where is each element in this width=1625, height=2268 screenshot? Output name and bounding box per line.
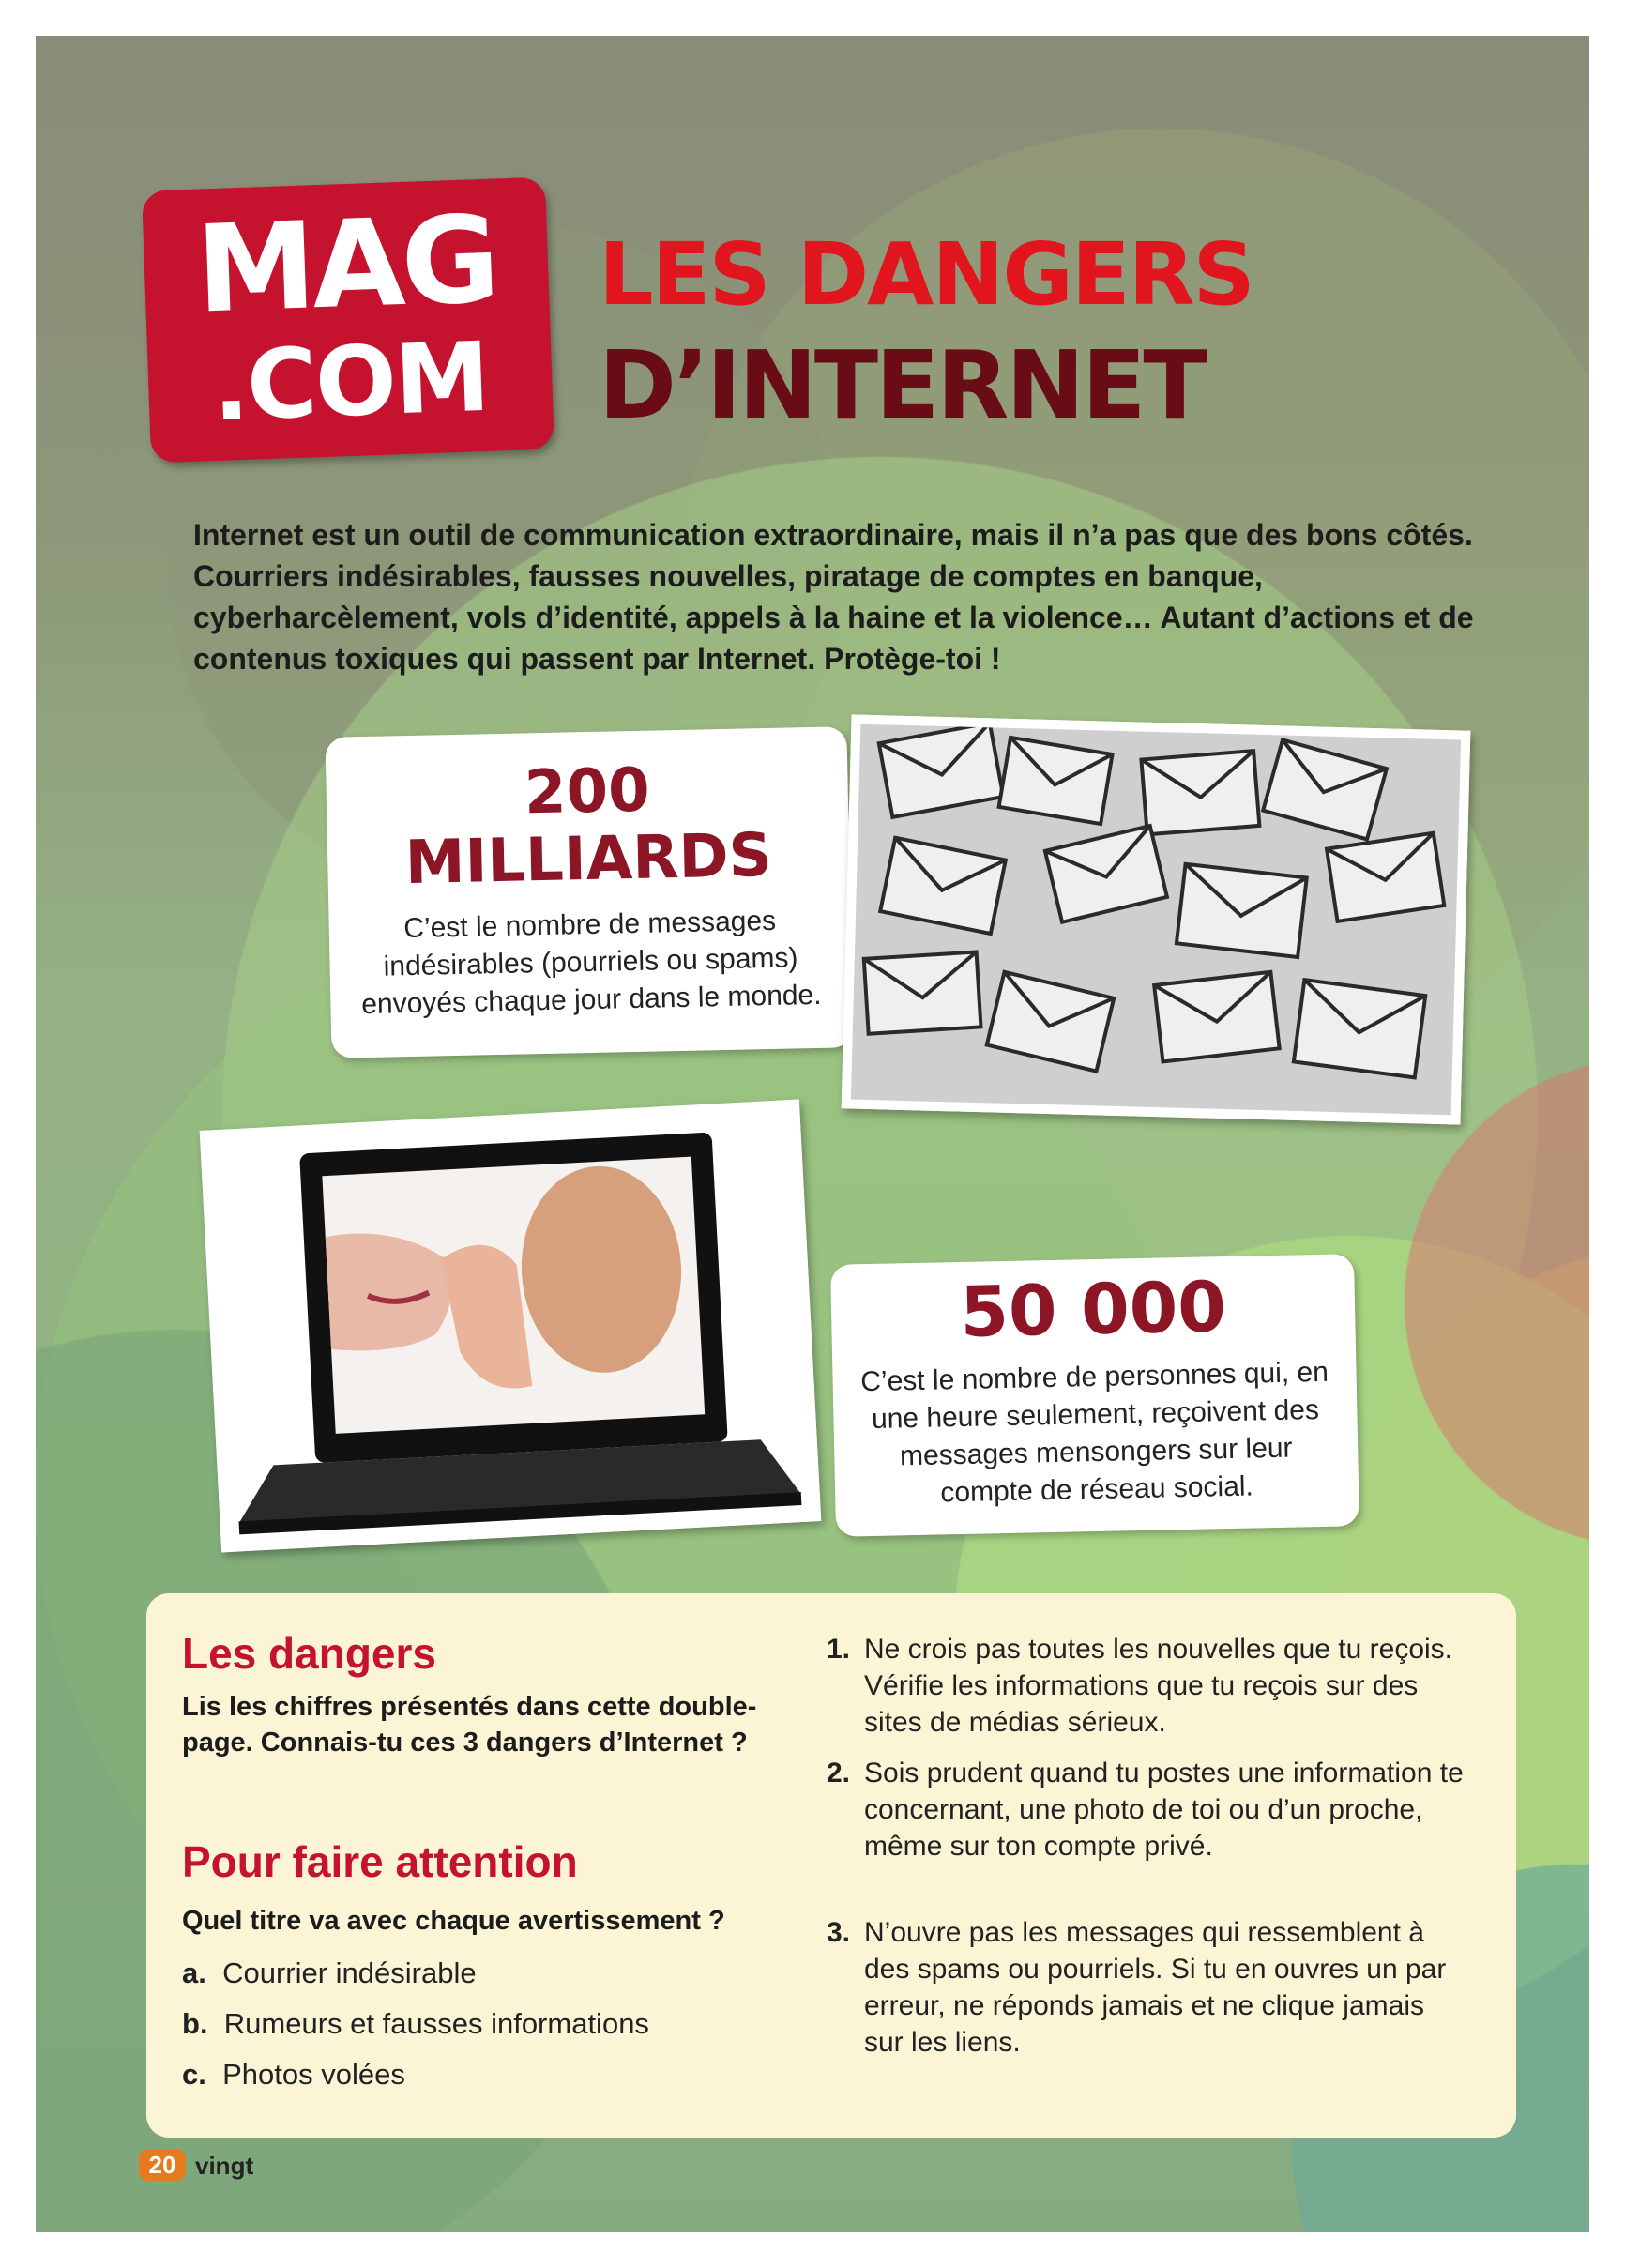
laptop-illustration <box>200 1100 822 1553</box>
attention-heading: Pour faire attention <box>182 1837 578 1886</box>
page-number-badge: 20 <box>139 2149 186 2181</box>
stat-description: C’est le nombre de personnes qui, en une heure seulement, reçoivent des messages mensongers sur leur compte de réseau social. <box>859 1356 1329 1509</box>
rule-number: 1. <box>827 1634 851 1665</box>
magcom-logo <box>142 177 554 464</box>
option-b <box>182 2006 649 2042</box>
stat-card-spam <box>325 726 853 1058</box>
option-a <box>182 1956 477 1991</box>
rule-2 <box>827 1755 1465 1865</box>
stat-description: C’est le nombre de messages indésirables (pourriels ou spams) envoyés chaque jour dans le monde. <box>360 905 822 1021</box>
rule-number: 2. <box>827 1758 851 1789</box>
page-number-word: vingt <box>195 2152 254 2180</box>
stat-number-line1: 200 <box>524 755 651 829</box>
page-title-line2: D’INTERNET <box>599 330 1205 440</box>
option-letter: b. <box>182 2007 208 2040</box>
stat-number-line2: MILLIARDS <box>404 820 773 899</box>
rule-text: Sois prudent quand tu postes une information te concernant, une photo de toi ou d’un proche, même sur ton compte privé. <box>864 1758 1464 1862</box>
intro-paragraph: Internet est un outil de communication extraordinaire, mais il n’a pas que des bons côtés. Courriers indésirables, fausses nouvelles, piratage de comptes en banque, cyberharcèlement, vols d’identité, appels à la haine et la violence… Autant d’actions et de contenus toxiques qui passent par Internet. Protège-toi ! <box>193 518 1474 676</box>
rule-1 <box>827 1631 1465 1741</box>
page-title-line1: LES DANGERS <box>599 224 1253 325</box>
attention-question: Quel titre va avec chaque avertissement ? <box>182 1906 725 1936</box>
option-letter: c. <box>182 2058 206 2091</box>
rule-text: N’ouvre pas les messages qui ressemblent à des spams ou pourriels. Si tu en ouvres un par erreur, ne réponds jamais et ne clique jamais sur les liens. <box>864 1917 1447 2058</box>
laptop-photo <box>200 1100 822 1553</box>
envelopes-illustration <box>851 724 1461 1116</box>
stat-card-fake-news <box>830 1254 1359 1537</box>
rule-number: 3. <box>827 1917 851 1948</box>
magazine-page <box>36 36 1589 2232</box>
envelopes-photo <box>842 714 1471 1124</box>
rule-3 <box>827 1914 1465 2061</box>
option-text: Courrier indésirable <box>222 1956 477 1989</box>
option-c <box>182 2057 405 2093</box>
rule-text: Ne crois pas toutes les nouvelles que tu reçois. Vérifie les informations que tu reçois sur des sites de médias sérieux. <box>864 1634 1452 1738</box>
exercise-panel <box>146 1593 1516 2138</box>
dangers-heading: Les dangers <box>182 1629 436 1678</box>
option-text: Rumeurs et fausses informations <box>223 2007 649 2040</box>
dangers-text: Lis les chiffres présentés dans cette double-page. Connais-tu ces 3 dangers d’Internet ? <box>182 1692 757 1758</box>
option-letter: a. <box>182 1956 206 1989</box>
stat-number: 50 000 <box>959 1267 1227 1353</box>
stat-number <box>326 753 850 899</box>
option-text: Photos volées <box>222 2058 405 2091</box>
logo-line1: MAG <box>193 190 499 341</box>
logo-line2: .COM <box>210 321 491 444</box>
